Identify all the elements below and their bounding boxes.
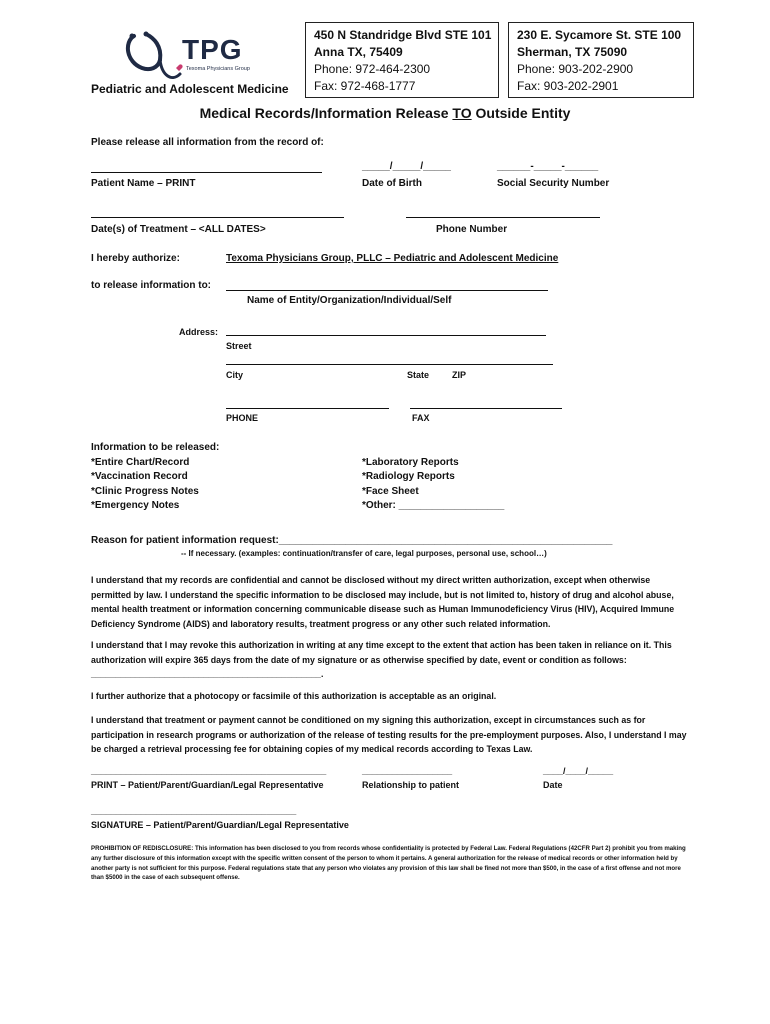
signature-field[interactable]: _________________________________________ — [91, 806, 297, 816]
street-field[interactable] — [226, 335, 546, 336]
office1-street: 450 N Standridge Blvd STE 101 — [314, 28, 492, 42]
tpg-logo — [120, 28, 270, 88]
phone-number-field[interactable] — [406, 217, 600, 218]
signature-date-field[interactable]: ____/____/_____ — [543, 766, 614, 776]
info-item[interactable]: *Emergency Notes — [91, 500, 180, 512]
print-name-label: PRINT – Patient/Parent/Guardian/Legal Representative — [91, 780, 324, 790]
info-item[interactable]: *Vaccination Record — [91, 471, 188, 483]
state-label: State — [407, 370, 430, 380]
info-item[interactable]: *Face Sheet — [362, 485, 419, 497]
print-name-field[interactable]: _______________________________________________ — [91, 766, 327, 776]
entity-fax-label: FAX — [412, 413, 430, 423]
treatment-paragraph: I understand that treatment or payment cannot be conditioned on my signing this authorization, except in circumstances such as for participation in research programs or authorization of the release of testing results for the pre-employment purposes. Also, I understand I may be charged a retrieval processing fee for obtaining copies of my medical records according to Texas Law. — [91, 715, 687, 754]
title-underlined: TO — [452, 105, 472, 121]
stethoscope-icon — [120, 28, 190, 88]
entity-phone-label: PHONE — [226, 413, 259, 423]
dates-of-treatment-label: Date(s) of Treatment – <ALL DATES> — [91, 224, 266, 235]
info-item[interactable]: *Clinic Progress Notes — [91, 485, 199, 497]
reason-note: -- If necessary. (examples: continuation/transfer of care, legal purposes, personal use, school…) — [181, 549, 547, 558]
city-label: City — [226, 370, 244, 380]
entity-fax-field[interactable] — [410, 408, 562, 409]
entity-name-field[interactable] — [226, 290, 548, 291]
prohibition-text: This information has been disclosed to you from records whose confidentiality is protected by Federal Law. Federal Regulations (42CFR Part 2) prohibit you from making any further disclosure of this information except with the specific written consent of the person to whom it pertains. A general authorization for the release of medical records or other information held by another party is not sufficient for this purpose. Federal regulations state that any person who violates any provision of this law shall be fined not more than $500, in the case of a first offense and not more than $5000 in the case of each subsequent offense. — [91, 845, 686, 882]
page-title — [0, 105, 770, 121]
expiration-field[interactable]: _______________________________________________. — [91, 669, 324, 679]
office-address-sherman — [508, 22, 694, 98]
office2-street: 230 E. Sycamore St. STE 100 — [517, 28, 682, 42]
logo-subtitle: Texoma Physicians Group — [186, 66, 250, 72]
ssn-field[interactable]: ______-_____-______ — [497, 161, 599, 172]
dates-of-treatment-field[interactable] — [91, 217, 344, 218]
authorize-value: Texoma Physicians Group, PLLC – Pediatric and Adolescent Medicine — [226, 253, 559, 264]
revocation-text: I understand that I may revoke this authorization in writing at any time except to the extent that action has been taken in reliance on it. This authorization will expire 365 days from the date of my signature or as otherwise specified by date, event or condition as follows: — [91, 640, 672, 665]
office1-phone: Phone: 972-464-2300 — [314, 62, 431, 76]
street-label: Street — [226, 341, 252, 351]
info-right-list — [362, 456, 504, 514]
dob-field[interactable]: _____/_____/_____ — [362, 161, 451, 172]
revocation-paragraph — [91, 638, 691, 682]
info-item[interactable]: *Entire Chart/Record — [91, 457, 190, 468]
phone-number-label: Phone Number — [436, 224, 508, 235]
relationship-field[interactable]: __________________ — [362, 766, 453, 776]
signature-label: SIGNATURE – Patient/Parent/Guardian/Legal Representative — [91, 820, 349, 830]
info-item[interactable]: *Laboratory Reports — [362, 457, 459, 468]
date-label: Date — [543, 780, 563, 790]
title-part-2: Outside Entity — [471, 105, 571, 121]
dob-label: Date of Birth — [362, 178, 422, 189]
info-released-heading: Information to be released: — [91, 442, 220, 453]
office2-fax: Fax: 903-202-2901 — [517, 79, 619, 93]
office1-fax: Fax: 972-468-1777 — [314, 79, 416, 93]
reason-field[interactable]: Reason for patient information request:____________________________________________________________ — [91, 535, 613, 546]
patient-name-field[interactable] — [91, 172, 322, 173]
office2-phone: Phone: 903-202-2900 — [517, 62, 634, 76]
title-part-1: Medical Records/Information Release — [199, 105, 453, 121]
info-item[interactable]: *Radiology Reports — [362, 471, 455, 483]
prohibition-notice — [91, 844, 691, 883]
confidentiality-paragraph: I understand that my records are confidential and cannot be disclosed without my direct written authorization, except when otherwise permitted by law. I understand the specific information to be disclosed may include, but is not limited to, history of drug and alcohol abuse, mental health treatment or information concerning communicable disease such as Human Immunodeficiency Virus (HIV), Acquired Immune Deficiency Syndrome (AIDS) and laboratory results, treatment progress or any other such related information. — [91, 575, 675, 629]
patient-name-label: Patient Name – PRINT — [91, 178, 196, 189]
city-state-zip-field[interactable] — [226, 364, 553, 365]
office-address-anna — [305, 22, 499, 98]
address-label: Address: — [179, 327, 219, 337]
practice-name: Pediatric and Adolescent Medicine — [91, 82, 289, 96]
relationship-label: Relationship to patient — [362, 780, 460, 790]
prohibition-heading: PROHIBITION OF REDISCLOSURE: — [91, 845, 194, 852]
info-left-list — [91, 456, 199, 514]
office1-city: Anna TX, 75409 — [314, 45, 403, 59]
office2-city: Sherman, TX 75090 — [517, 45, 628, 59]
release-intro: Please release all information from the record of: — [91, 137, 324, 148]
entity-phone-field[interactable] — [226, 408, 389, 409]
logo-wordmark: TPG — [182, 34, 243, 65]
zip-label: ZIP — [452, 370, 467, 380]
info-item[interactable]: *Other: ___________________ — [362, 500, 505, 512]
photocopy-paragraph: I further authorize that a photocopy or facsimile of this authorization is acceptable as an original. — [91, 691, 497, 701]
entity-label: Name of Entity/Organization/Individual/Self — [247, 295, 452, 306]
authorize-label: I hereby authorize: — [91, 253, 180, 264]
release-to-label: to release information to: — [91, 280, 212, 291]
ssn-label: Social Security Number — [497, 178, 610, 189]
